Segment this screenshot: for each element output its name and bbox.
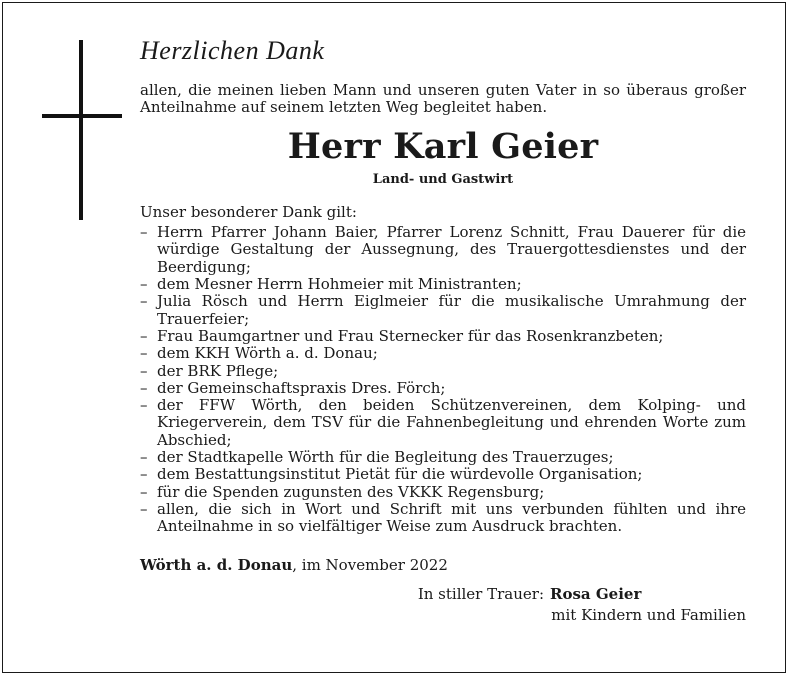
dash: –	[140, 326, 148, 345]
list-item	[140, 501, 746, 536]
list-item	[140, 397, 746, 449]
list-item-text: der BRK Pflege;	[157, 361, 279, 380]
mourning-label: In stiller Trauer:	[417, 584, 544, 603]
mourner-name: Rosa Geier	[550, 584, 642, 603]
list-item-text: der FFW Wörth, den beiden Schützenvereinen, dem Kolping- und Kriegerverein, dem TSV für die Fahnenbegleitung und ehrenden Worte zum Abschied;	[157, 396, 746, 449]
date: , im November 2022	[292, 555, 448, 574]
dash: –	[140, 396, 148, 415]
list-item-text: Herrn Pfarrer Johann Baier, Pfarrer Lorenz Schnitt, Frau Dauerer für die würdige Gestaltung der Aussegnung, des Trauergottesdienstes und der Beerdigung;	[157, 223, 746, 276]
list-item	[140, 345, 746, 362]
list-item	[140, 276, 746, 293]
deceased-occupation: Land- und Gastwirt	[372, 171, 514, 187]
list-item-text: dem Mesner Herrn Hohmeier mit Ministranten;	[157, 275, 522, 294]
list-item-text: dem Bestattungsinstitut Pietät für die würdevolle Organisation;	[157, 465, 643, 484]
list-item	[140, 293, 746, 328]
intro-text: allen, die meinen lieben Mann und unseren guten Vater in so überaus großer Anteilnahme auf seinem letzten Weg begleitet haben.	[140, 81, 746, 117]
cross-icon-vertical	[79, 40, 83, 220]
heading: Herzlichen Dank	[140, 36, 325, 65]
list-item	[140, 484, 746, 501]
obituary-content	[140, 36, 746, 624]
list-item-text: dem KKH Wörth a. d. Donau;	[157, 344, 378, 363]
place: Wörth a. d. Donau	[140, 555, 293, 574]
dash: –	[140, 361, 148, 380]
dash: –	[140, 275, 148, 294]
dash: –	[140, 378, 148, 397]
list-item	[140, 380, 746, 397]
cross-icon-horizontal	[42, 114, 122, 118]
list-item	[140, 224, 746, 276]
thanks-intro: Unser besonderer Dank gilt:	[140, 202, 357, 221]
dash: –	[140, 499, 148, 518]
list-item-text: der Gemeinschaftspraxis Dres. Förch;	[157, 378, 446, 397]
list-item	[140, 449, 746, 466]
dash: –	[140, 448, 148, 467]
mourners-block	[140, 586, 746, 625]
list-item	[140, 328, 746, 345]
thanks-list	[140, 224, 746, 535]
list-item-text: allen, die sich in Wort und Schrift mit uns verbunden fühlten und ihre Anteilnahme in so vielfältiger Weise zum Ausdruck brachten.	[157, 499, 746, 536]
list-item-text: Frau Baumgartner und Frau Sternecker für das Rosenkranzbeten;	[157, 326, 664, 345]
list-item	[140, 363, 746, 380]
dash: –	[140, 344, 148, 363]
place-date-line	[140, 557, 746, 574]
list-item-text: für die Spenden zugunsten des VKKK Regensburg;	[157, 482, 545, 501]
deceased-name: Herr Karl Geier	[287, 125, 599, 167]
dash: –	[140, 292, 148, 311]
list-item	[140, 466, 746, 483]
mourner-family: mit Kindern und Familien	[551, 606, 746, 625]
mourners-row	[140, 586, 746, 603]
dash: –	[140, 223, 148, 242]
dash: –	[140, 482, 148, 501]
list-item-text: Julia Rösch und Herrn Eiglmeier für die musikalische Umrahmung der Trauerfeier;	[157, 292, 746, 328]
dash: –	[140, 465, 148, 484]
list-item-text: der Stadtkapelle Wörth für die Begleitung des Trauerzuges;	[157, 448, 614, 467]
